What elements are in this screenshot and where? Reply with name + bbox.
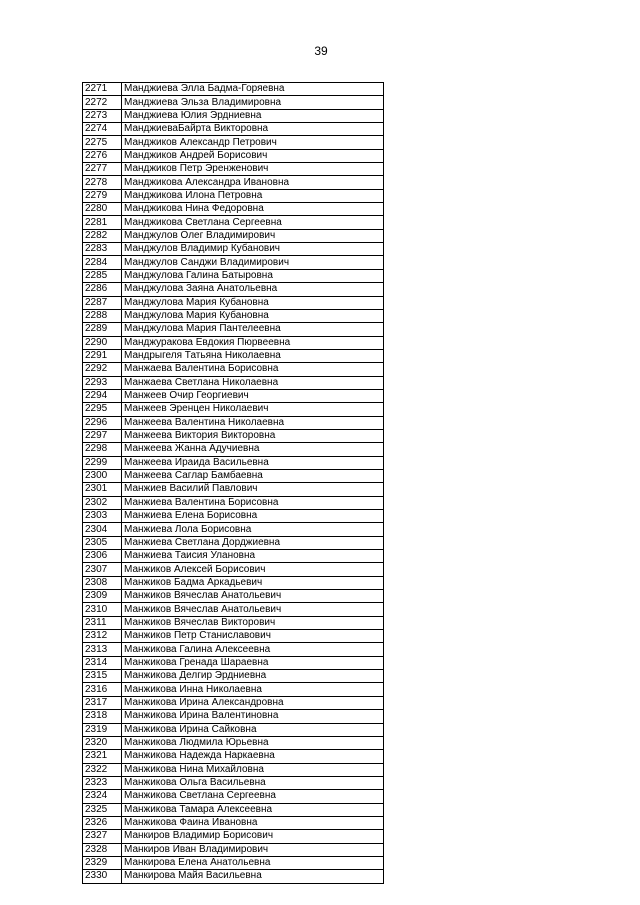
row-number: 2311: [83, 616, 122, 629]
person-name: Манжаева Светлана Николаевна: [122, 376, 384, 389]
row-number: 2295: [83, 403, 122, 416]
row-number: 2313: [83, 643, 122, 656]
row-number: 2280: [83, 203, 122, 216]
person-name: Манджикова Александра Ивановна: [122, 176, 384, 189]
row-number: 2286: [83, 283, 122, 296]
person-name: Манжикова Светлана Сергеевна: [122, 790, 384, 803]
table-row: [83, 763, 384, 776]
table-row: [83, 643, 384, 656]
table-row: [83, 870, 384, 883]
person-name: Манджулов Олег Владимирович: [122, 229, 384, 242]
row-number: 2323: [83, 776, 122, 789]
table-row: [83, 389, 384, 402]
table-row: [83, 776, 384, 789]
person-name: Манжиева Таисия Улановна: [122, 550, 384, 563]
row-number: 2322: [83, 763, 122, 776]
person-name: Манжеева Валентина Николаевна: [122, 416, 384, 429]
table-row: [83, 163, 384, 176]
person-name: Манжикова Тамара Алексеевна: [122, 803, 384, 816]
person-name: Манжикова Нина Михайловна: [122, 763, 384, 776]
row-number: 2282: [83, 229, 122, 242]
person-name: Манджулова Галина Батыровна: [122, 269, 384, 282]
row-number: 2310: [83, 603, 122, 616]
row-number: 2285: [83, 269, 122, 282]
table-row: [83, 216, 384, 229]
table-row: [83, 510, 384, 523]
person-name: Манжиков Вячеслав Анатольевич: [122, 603, 384, 616]
table-row: [83, 736, 384, 749]
table-row: [83, 696, 384, 709]
row-number: 2288: [83, 309, 122, 322]
person-name: Манжеева Саглар Бамбаевна: [122, 469, 384, 482]
table-row: [83, 656, 384, 669]
table-row: [83, 536, 384, 549]
table-row: [83, 683, 384, 696]
person-name: Манжиков Вячеслав Викторович: [122, 616, 384, 629]
table-row: [83, 203, 384, 216]
row-number: 2299: [83, 456, 122, 469]
person-name: Манжиков Петр Станиславович: [122, 630, 384, 643]
person-name: Манджулов Санджи Владимирович: [122, 256, 384, 269]
table-row: [83, 283, 384, 296]
table-row: [83, 243, 384, 256]
row-number: 2292: [83, 363, 122, 376]
table-row: [83, 710, 384, 723]
table-row: [83, 403, 384, 416]
row-number: 2328: [83, 843, 122, 856]
person-name: Манжеева Виктория Викторовна: [122, 429, 384, 442]
person-name: Манжаева Валентина Борисовна: [122, 363, 384, 376]
row-number: 2274: [83, 123, 122, 136]
row-number: 2271: [83, 83, 122, 96]
table-row: [83, 229, 384, 242]
table-row: [83, 256, 384, 269]
table-row: [83, 189, 384, 202]
row-number: 2327: [83, 830, 122, 843]
registry-rows: [83, 83, 384, 884]
table-row: [83, 83, 384, 96]
table-row: [83, 576, 384, 589]
table-row: [83, 456, 384, 469]
person-name: Манжикова Ирина Валентиновна: [122, 710, 384, 723]
row-number: 2330: [83, 870, 122, 883]
table-row: [83, 670, 384, 683]
person-name: Манкирова Елена Анатольевна: [122, 856, 384, 869]
row-number: 2296: [83, 416, 122, 429]
row-number: 2294: [83, 389, 122, 402]
table-row: [83, 96, 384, 109]
table-row: [83, 616, 384, 629]
person-name: Манжиков Бадма Аркадьевич: [122, 576, 384, 589]
row-number: 2316: [83, 683, 122, 696]
table-row: [83, 376, 384, 389]
person-name: Манджиков Петр Эренженович: [122, 163, 384, 176]
row-number: 2289: [83, 323, 122, 336]
table-row: [83, 816, 384, 829]
table-row: [83, 296, 384, 309]
person-name: Манжиев Василий Павлович: [122, 483, 384, 496]
row-number: 2312: [83, 630, 122, 643]
person-name: Манжиева Лола Борисовна: [122, 523, 384, 536]
row-number: 2279: [83, 189, 122, 202]
person-name: Манжеева Ираида Васильевна: [122, 456, 384, 469]
table-row: [83, 123, 384, 136]
row-number: 2321: [83, 750, 122, 763]
table-row: [83, 429, 384, 442]
row-number: 2314: [83, 656, 122, 669]
person-name: Манджуракова Евдокия Пюрвеевна: [122, 336, 384, 349]
row-number: 2304: [83, 523, 122, 536]
person-name: Манджикова Нина Федоровна: [122, 203, 384, 216]
table-row: [83, 790, 384, 803]
table-row: [83, 550, 384, 563]
table-row: [83, 469, 384, 482]
person-name: Манджулова Мария Кубановна: [122, 309, 384, 322]
row-number: 2326: [83, 816, 122, 829]
table-row: [83, 323, 384, 336]
person-name: Манжиков Алексей Борисович: [122, 563, 384, 576]
table-row: [83, 590, 384, 603]
row-number: 2320: [83, 736, 122, 749]
row-number: 2298: [83, 443, 122, 456]
person-name: Манжеева Жанна Адучиевна: [122, 443, 384, 456]
person-name: Манджулова Мария Пантелеевна: [122, 323, 384, 336]
person-name: Манжикова Ирина Александровна: [122, 696, 384, 709]
row-number: 2329: [83, 856, 122, 869]
table-row: [83, 483, 384, 496]
row-number: 2291: [83, 349, 122, 362]
row-number: 2309: [83, 590, 122, 603]
person-name: Манджиков Андрей Борисович: [122, 149, 384, 162]
person-name: Манжиева Елена Борисовна: [122, 510, 384, 523]
table-row: [83, 750, 384, 763]
table-row: [83, 630, 384, 643]
person-name: Манжикова Людмила Юрьевна: [122, 736, 384, 749]
table-row: [83, 349, 384, 362]
row-number: 2275: [83, 136, 122, 149]
table-row: [83, 336, 384, 349]
person-name: Манжеев Эренцен Николаевич: [122, 403, 384, 416]
row-number: 2307: [83, 563, 122, 576]
row-number: 2306: [83, 550, 122, 563]
row-number: 2303: [83, 510, 122, 523]
person-name: Манжиков Вячеслав Анатольевич: [122, 590, 384, 603]
table-row: [83, 363, 384, 376]
table-row: [83, 856, 384, 869]
row-number: 2293: [83, 376, 122, 389]
row-number: 2325: [83, 803, 122, 816]
table-row: [83, 109, 384, 122]
row-number: 2308: [83, 576, 122, 589]
person-name: Манджиков Александр Петрович: [122, 136, 384, 149]
row-number: 2302: [83, 496, 122, 509]
row-number: 2315: [83, 670, 122, 683]
table-row: [83, 149, 384, 162]
person-name: Манжикова Надежда Наркаевна: [122, 750, 384, 763]
person-name: Манджиева Эльза Владимировна: [122, 96, 384, 109]
row-number: 2277: [83, 163, 122, 176]
table-row: [83, 603, 384, 616]
person-name: Манжиева Светлана Дорджиевна: [122, 536, 384, 549]
table-row: [83, 269, 384, 282]
registry-table: [82, 82, 384, 884]
row-number: 2319: [83, 723, 122, 736]
person-name: Манжикова Инна Николаевна: [122, 683, 384, 696]
table-row: [83, 723, 384, 736]
row-number: 2290: [83, 336, 122, 349]
person-name: Манджулова Заяна Анатольевна: [122, 283, 384, 296]
row-number: 2283: [83, 243, 122, 256]
table-row: [83, 176, 384, 189]
person-name: Манджулов Владимир Кубанович: [122, 243, 384, 256]
person-name: Манджиева Элла Бадма-Горяевна: [122, 83, 384, 96]
row-number: 2305: [83, 536, 122, 549]
person-name: Манджикова Илона Петровна: [122, 189, 384, 202]
table-row: [83, 136, 384, 149]
person-name: Мандрыгеля Татьяна Николаевна: [122, 349, 384, 362]
person-name: Манжикова Ирина Сайковна: [122, 723, 384, 736]
person-name: Манжикова Галина Алексеевна: [122, 643, 384, 656]
person-name: Манжиева Валентина Борисовна: [122, 496, 384, 509]
person-name: Манкирова Майя Васильевна: [122, 870, 384, 883]
table-row: [83, 416, 384, 429]
row-number: 2276: [83, 149, 122, 162]
row-number: 2272: [83, 96, 122, 109]
person-name: Манжикова Гренада Шараевна: [122, 656, 384, 669]
table-row: [83, 309, 384, 322]
person-name: Манжеев Очир Георгиевич: [122, 389, 384, 402]
person-name: Манжикова Фаина Ивановна: [122, 816, 384, 829]
page-number: 39: [314, 44, 328, 58]
person-name: Манджиева Юлия Эрдниевна: [122, 109, 384, 122]
row-number: 2273: [83, 109, 122, 122]
row-number: 2284: [83, 256, 122, 269]
person-name: МанджиеваБайрта Викторовна: [122, 123, 384, 136]
table-row: [83, 563, 384, 576]
row-number: 2317: [83, 696, 122, 709]
table-row: [83, 803, 384, 816]
table-row: [83, 443, 384, 456]
person-name: Манжикова Делгир Эрдниевна: [122, 670, 384, 683]
row-number: 2281: [83, 216, 122, 229]
person-name: Манджикова Светлана Сергеевна: [122, 216, 384, 229]
table-row: [83, 843, 384, 856]
row-number: 2301: [83, 483, 122, 496]
row-number: 2324: [83, 790, 122, 803]
row-number: 2297: [83, 429, 122, 442]
person-name: Манжикова Ольга Васильевна: [122, 776, 384, 789]
table-row: [83, 830, 384, 843]
person-name: Манкиров Иван Владимирович: [122, 843, 384, 856]
row-number: 2300: [83, 469, 122, 482]
row-number: 2287: [83, 296, 122, 309]
row-number: 2278: [83, 176, 122, 189]
table-row: [83, 523, 384, 536]
table-row: [83, 496, 384, 509]
person-name: Манкиров Владимир Борисович: [122, 830, 384, 843]
row-number: 2318: [83, 710, 122, 723]
person-name: Манджулова Мария Кубановна: [122, 296, 384, 309]
